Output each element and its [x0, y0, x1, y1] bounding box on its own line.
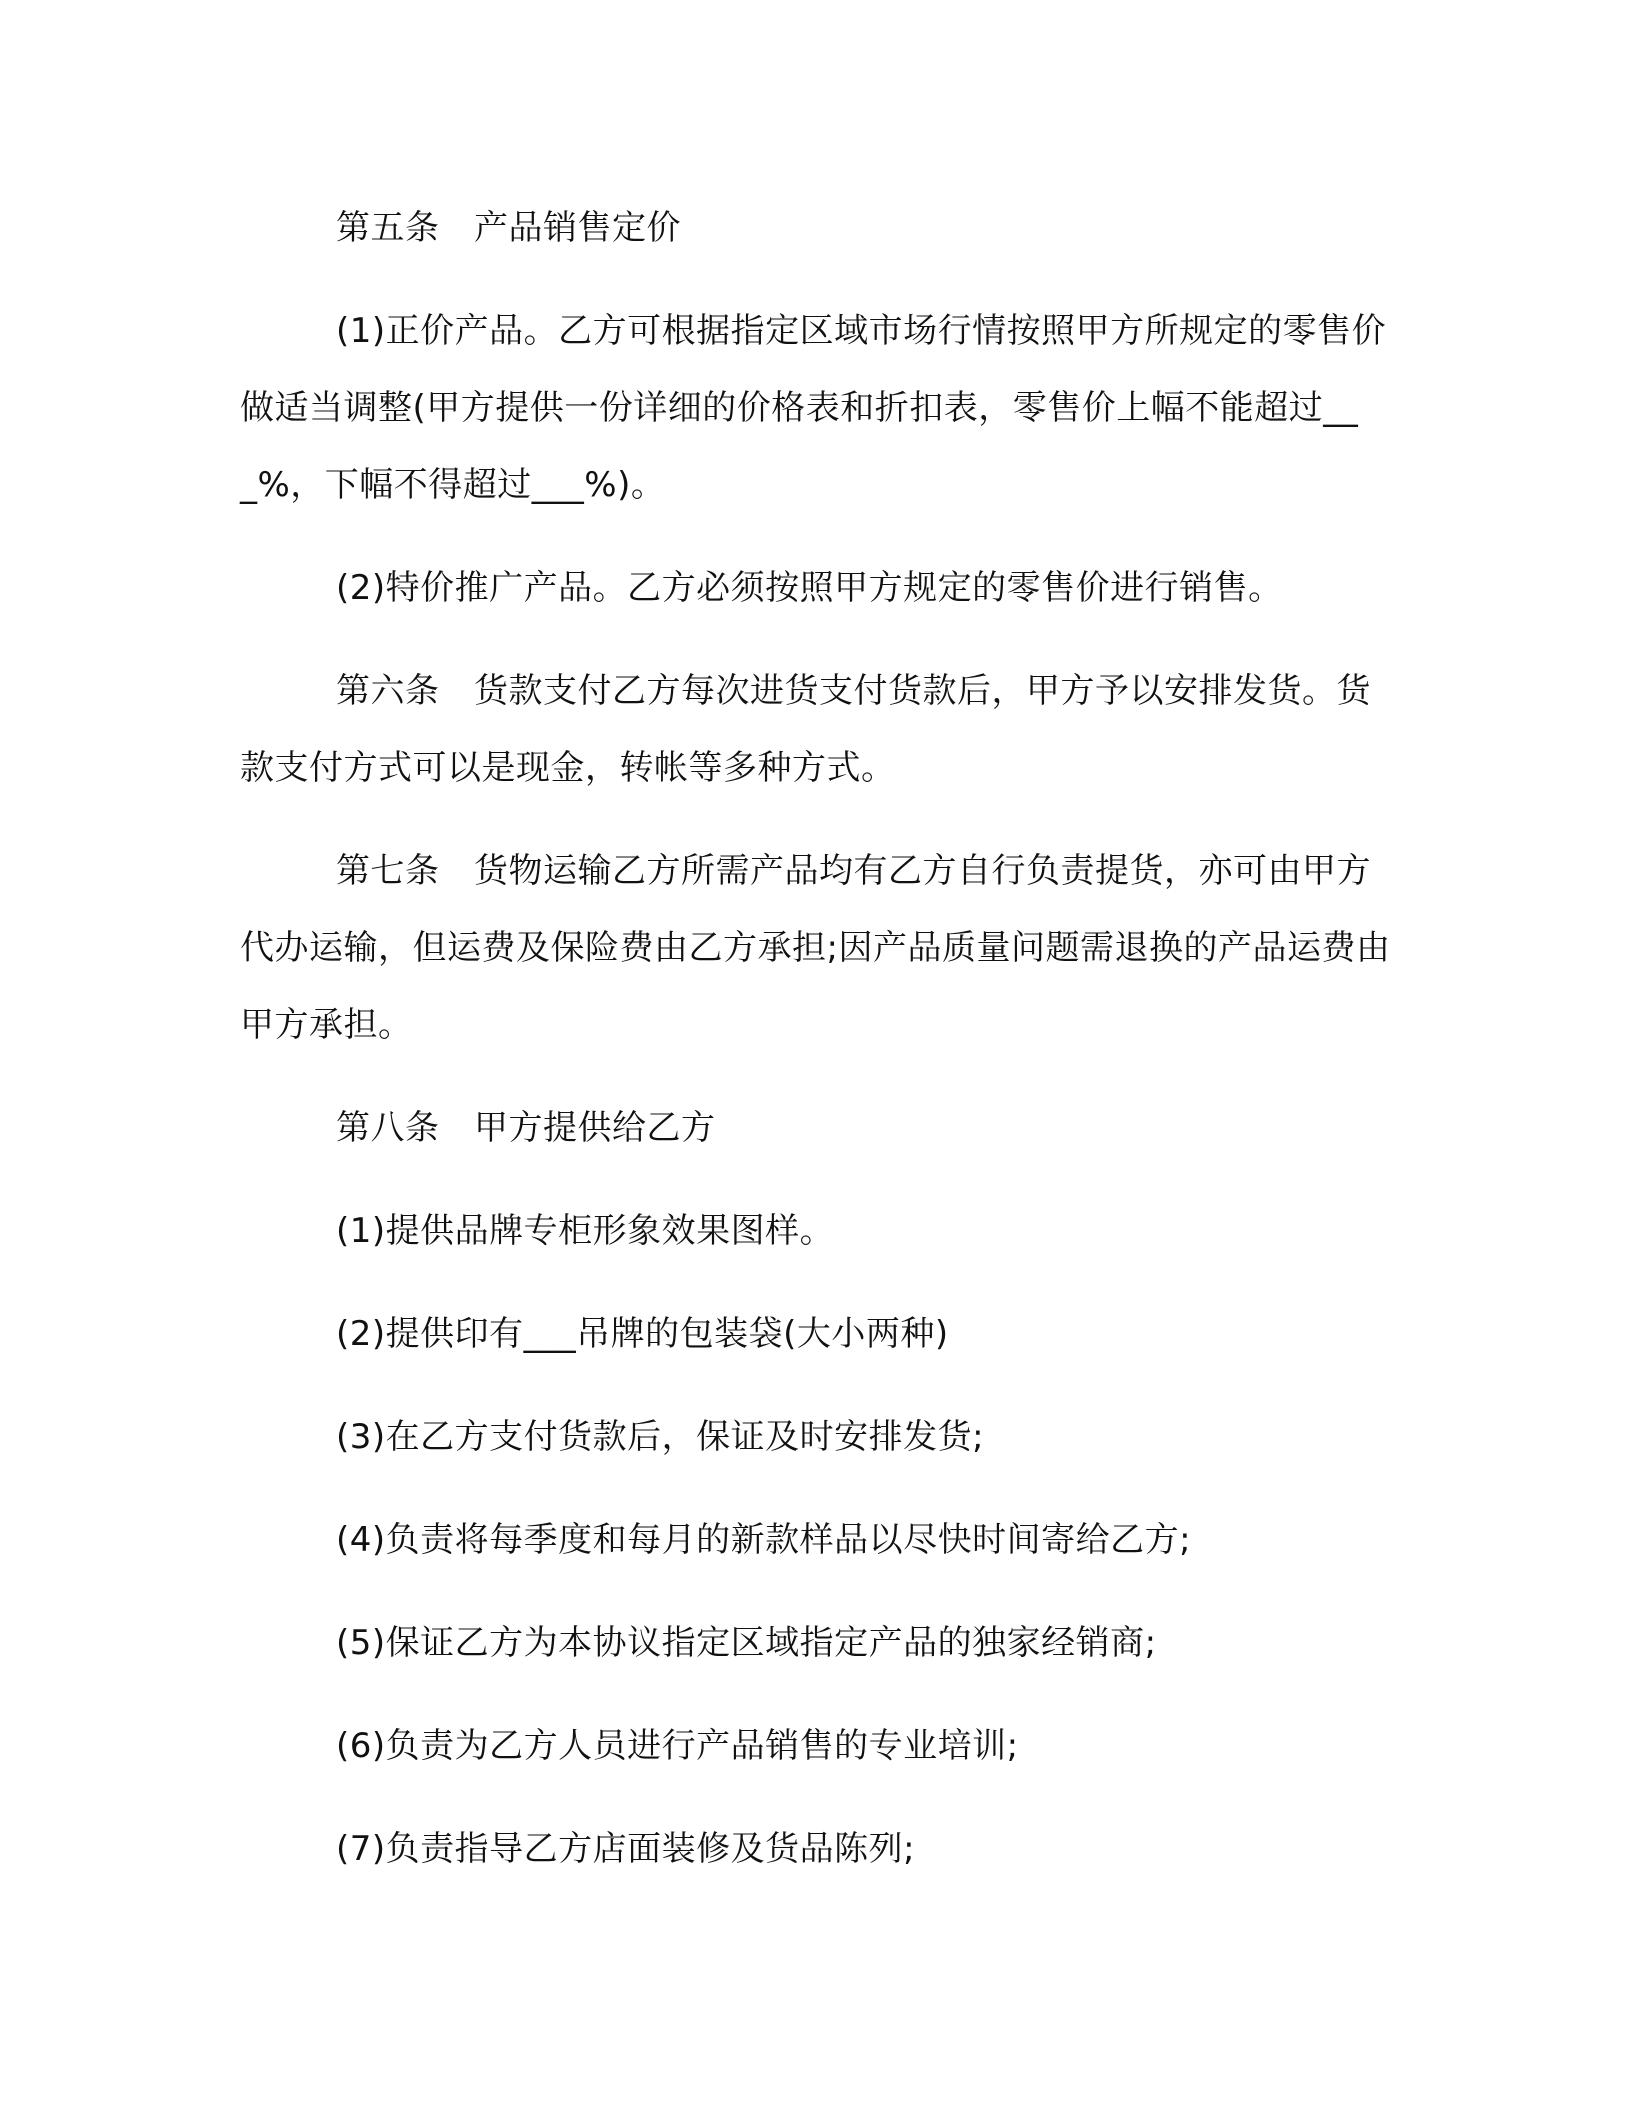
article-8-item-3: (3)在乙方支付货款后，保证及时安排发货;: [336, 1417, 985, 1457]
article-8-item-6: (6)负责为乙方人员进行产品销售的专业培训;: [336, 1726, 1019, 1766]
article-5-heading: 第五条 产品销售定价: [336, 208, 681, 248]
article-7-paragraph: 第七条 货物运输乙方所需产品均有乙方自行负责提货，亦可由甲方代办运输，但运费及保险费由乙方承担;因产品质量问题需退换的产品运费由甲方承担。: [240, 851, 1391, 1045]
article-8-item-5: (5)保证乙方为本协议指定区域指定产品的独家经销商;: [336, 1623, 1157, 1663]
article-8-item-7: (7)负责指导乙方店面装修及货品陈列;: [336, 1829, 916, 1869]
article-5-item-2: (2)特价推广产品。乙方必须按照甲方规定的零售价进行销售。: [336, 568, 1283, 608]
article-5-item-1: (1)正价产品。乙方可根据指定区域市场行情按照甲方所规定的零售价做适当调整(甲方提供一份详细的价格表和折扣表，零售价上幅不能超过___%，下幅不得超过___%)。: [240, 311, 1387, 505]
article-8-heading: 第八条 甲方提供给乙方: [336, 1108, 716, 1148]
article-6-paragraph: 第六条 货款支付乙方每次进货支付货款后，甲方予以安排发货。货款支付方式可以是现金，转帐等多种方式。: [240, 671, 1371, 788]
article-8-item-2: (2)提供印有___吊牌的包装袋(大小两种): [336, 1314, 949, 1354]
article-8-item-1: (1)提供品牌专柜形象效果图样。: [336, 1211, 835, 1251]
document-body: [240, 190, 1400, 1914]
article-8-item-4: (4)负责将每季度和每月的新款样品以尽快时间寄给乙方;: [336, 1520, 1192, 1560]
